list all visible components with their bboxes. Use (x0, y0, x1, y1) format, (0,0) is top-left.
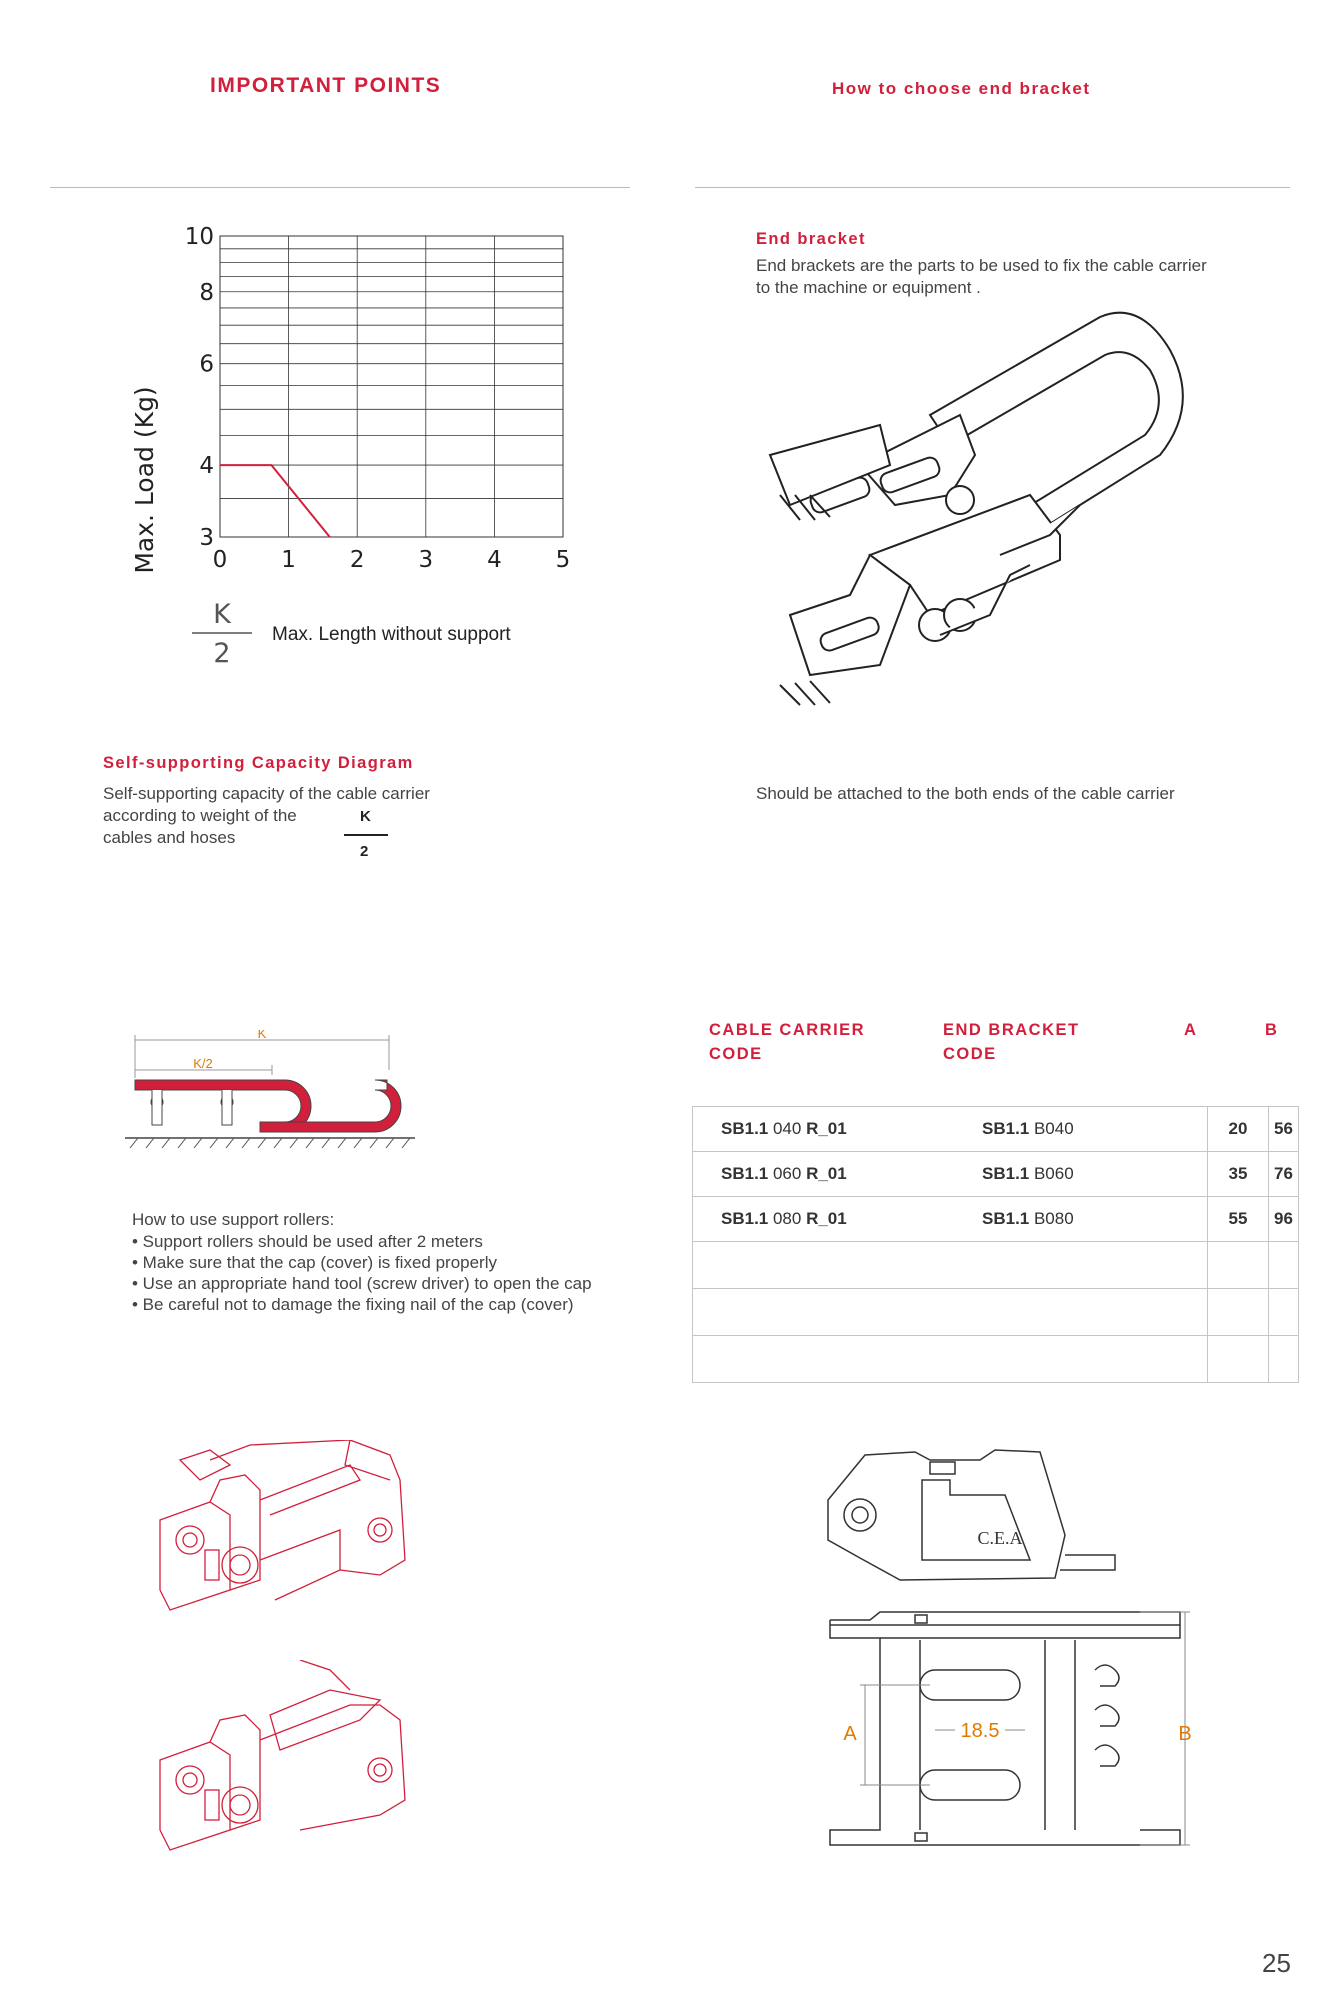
frac-k: K (213, 599, 231, 630)
ground-hatch (242, 1138, 250, 1148)
x-tick-label: 5 (555, 547, 571, 573)
x-tick-label: 2 (349, 547, 365, 573)
self-support-line-2: according to weight of the (103, 806, 297, 825)
chart-grid (220, 236, 563, 537)
self-support-title: Self-supporting Capacity Diagram (103, 754, 414, 772)
left-header: IMPORTANT POINTS (210, 74, 442, 97)
end-bracket-line-1: End brackets are the parts to be used to fix the cable carrier (756, 256, 1207, 275)
table-row-empty (693, 1242, 1299, 1289)
y-tick-label: 3 (199, 525, 214, 551)
ground-hatch (178, 1138, 186, 1148)
y-tick-label: 8 (199, 279, 214, 306)
cable-carrier-code: SB1.1 080 R_01 (693, 1197, 983, 1242)
th-code-2: CODE (943, 1045, 997, 1063)
chart-frame (220, 236, 563, 537)
ground-hatch (338, 1138, 346, 1148)
dim-a: 20 (1208, 1107, 1269, 1152)
table-row (693, 1197, 1299, 1242)
th-code-1: CODE (709, 1045, 763, 1063)
page-number: 25 (1262, 1948, 1291, 1978)
rollers-item-4: • Be careful not to damage the fixing nail of the cap (cover) (132, 1295, 574, 1314)
bracket-technical-drawing (820, 1440, 1200, 1860)
self-support-frac-bar (344, 834, 388, 836)
ground-hatch (130, 1138, 138, 1148)
table-row-empty (693, 1336, 1299, 1383)
table-row-empty (693, 1289, 1299, 1336)
y-tick-label: 10 (184, 224, 214, 250)
ground-hatch (306, 1138, 314, 1148)
load-chart (120, 220, 590, 670)
ground-hatch (162, 1138, 170, 1148)
x-tick-label: 3 (418, 547, 434, 573)
dim-b: 76 (1269, 1152, 1299, 1197)
end-bracket-line-2: to the machine or equipment . (756, 278, 981, 297)
ground-hatch (386, 1138, 394, 1148)
k-label: K (257, 1030, 267, 1041)
ground-hatch (226, 1138, 234, 1148)
rollers-item-2: • Make sure that the cap (cover) is fixed properly (132, 1253, 497, 1272)
dim-center-label: 18.5 (960, 1720, 1000, 1742)
self-support-line-1: Self-supporting capacity of the cable carrier (103, 784, 430, 803)
dim-b: 96 (1269, 1197, 1299, 1242)
x-tick-label: 1 (281, 547, 296, 573)
right-header: How to choose end bracket (832, 79, 1091, 98)
end-bracket-code: SB1.1 B060 (982, 1152, 1208, 1197)
ground-hatch (194, 1138, 202, 1148)
frac-2: 2 (213, 638, 231, 669)
dim-b: 56 (1269, 1107, 1299, 1152)
th-end-bracket: END BRACKET (943, 1021, 1080, 1039)
rollers-item-3: • Use an appropriate hand tool (screw driver) to open the cap (132, 1274, 592, 1293)
right-divider (695, 187, 1290, 188)
link-drawing-top (150, 1440, 420, 1640)
cable-carrier-code: SB1.1 040 R_01 (693, 1107, 983, 1152)
ground-hatch (322, 1138, 330, 1148)
y-tick-label: 4 (199, 453, 214, 480)
left-divider (50, 187, 630, 188)
self-support-frac-num: K (360, 808, 371, 825)
ground-hatch (146, 1138, 154, 1148)
ground-hatch (274, 1138, 282, 1148)
dim-a: 55 (1208, 1197, 1269, 1242)
k2-label: K/2 (193, 1056, 213, 1071)
end-bracket-code: SB1.1 B080 (982, 1197, 1208, 1242)
ground-hatch (290, 1138, 298, 1148)
self-support-line-3: cables and hoses (103, 828, 236, 847)
ground-hatch (402, 1138, 410, 1148)
bracket-code-table (692, 1106, 1299, 1383)
ground-hatch (370, 1138, 378, 1148)
chart-y-axis-label: Max. Load (Kg) (130, 386, 159, 574)
ground-hatch (258, 1138, 266, 1148)
table-row (693, 1107, 1299, 1152)
dim-a: 35 (1208, 1152, 1269, 1197)
x-tick-label: 4 (487, 547, 502, 573)
support-roller-diagram (125, 1030, 445, 1150)
end-bracket-title: End bracket (756, 230, 866, 248)
end-bracket-note: Should be attached to the both ends of the cable carrier (756, 784, 1175, 803)
link-drawing-bottom (150, 1660, 420, 1860)
ground-hatch (210, 1138, 218, 1148)
end-bracket-code: SB1.1 B040 (982, 1107, 1208, 1152)
chart-series-line (220, 465, 330, 537)
rollers-intro: How to use support rollers: (132, 1210, 335, 1229)
cable-carrier-code: SB1.1 060 R_01 (693, 1152, 983, 1197)
dim-a-label: A (843, 1723, 857, 1745)
table-row (693, 1152, 1299, 1197)
ground-hatch (354, 1138, 362, 1148)
th-cable-carrier: CABLE CARRIER (709, 1021, 866, 1039)
y-tick-label: 6 (199, 351, 214, 378)
dim-b-label: B (1178, 1723, 1192, 1745)
cable-carrier-illustration (760, 305, 1240, 725)
th-b: B (1265, 1021, 1279, 1039)
rollers-item-1: • Support rollers should be used after 2 meters (132, 1232, 483, 1251)
th-a: A (1184, 1021, 1198, 1039)
bracket-logo: C.E.A (977, 1528, 1023, 1548)
self-support-frac-den: 2 (360, 843, 369, 860)
x-tick-label: 0 (212, 547, 228, 573)
chart-x-axis-label: Max. Length without support (272, 624, 511, 645)
